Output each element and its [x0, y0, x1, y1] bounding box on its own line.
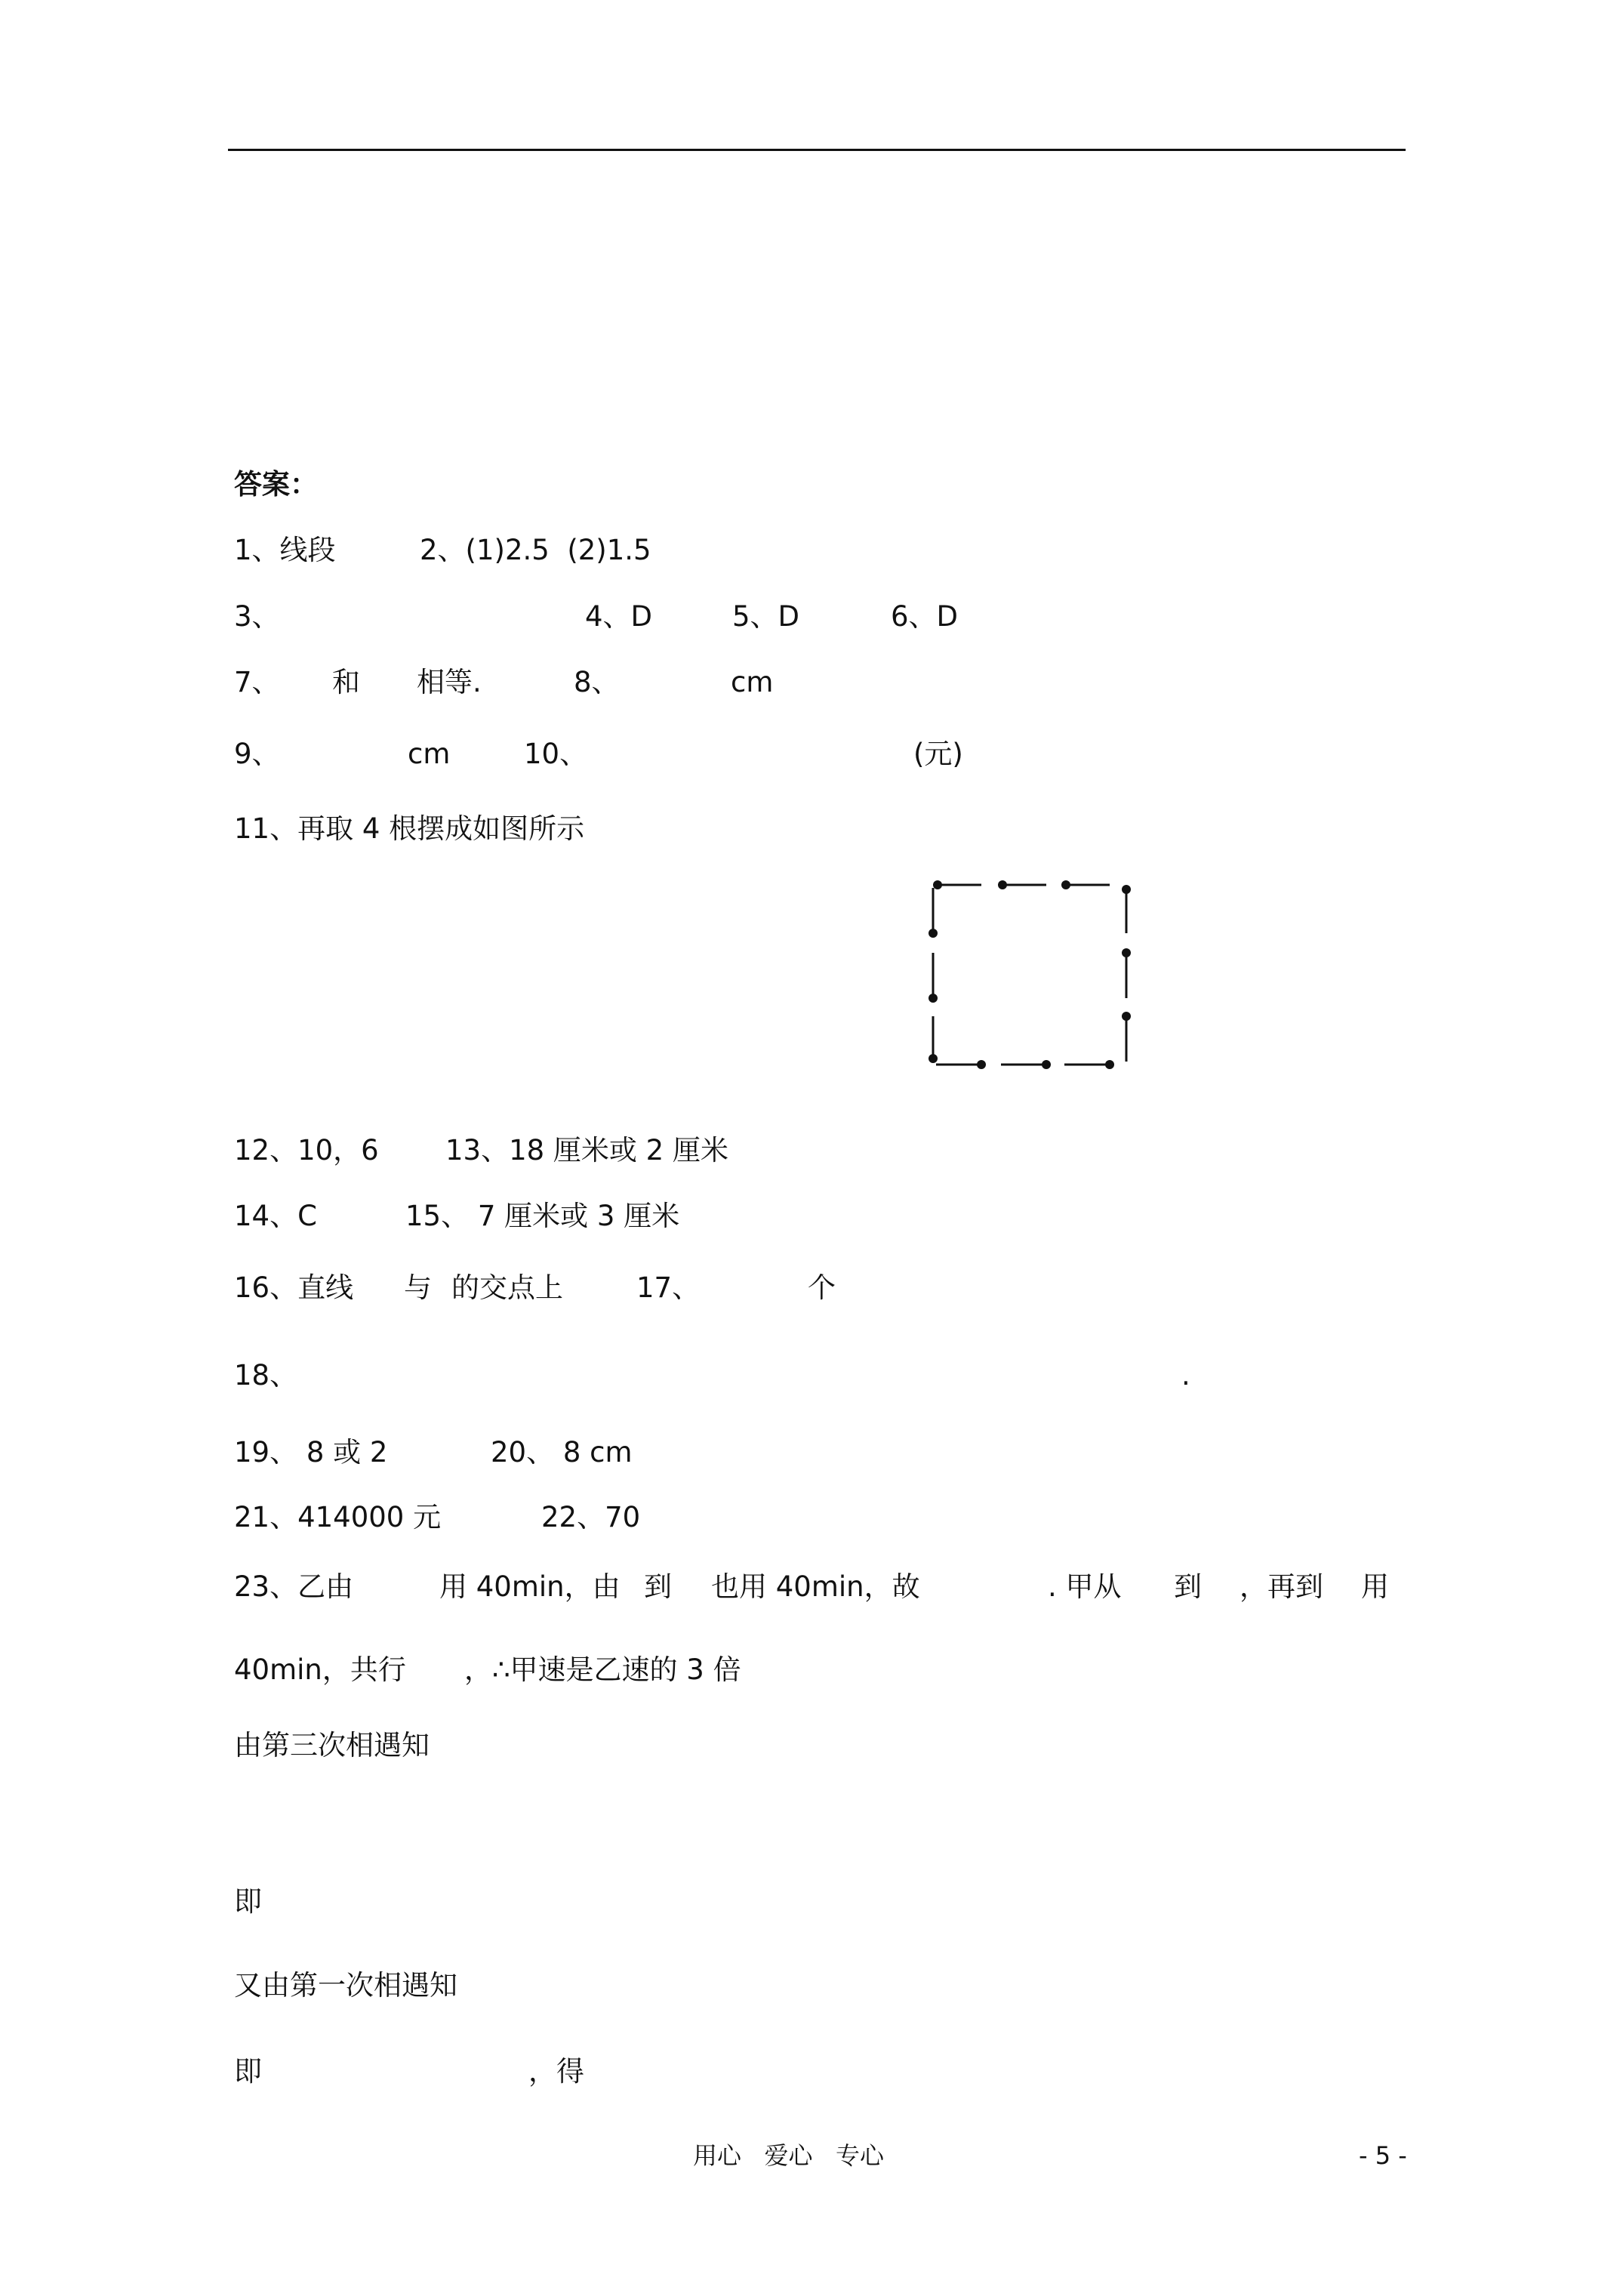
- answer-19: 19、 8 或 2: [234, 1436, 388, 1469]
- answer-23-c: 到: [644, 1570, 672, 1603]
- answer-23-e: . 甲从: [1048, 1570, 1122, 1603]
- answer-8-unit: cm: [731, 666, 774, 698]
- answer-9: 9、: [234, 738, 280, 770]
- answer-16-with: 与: [404, 1271, 432, 1304]
- answer-20: 20、 8 cm: [491, 1436, 633, 1469]
- answer-7-equal: 相等.: [417, 666, 482, 698]
- answer-23-a: 23、乙由: [234, 1570, 354, 1603]
- answer-3: 3、: [234, 600, 280, 633]
- footer-motto: 用心 爱心 专心: [693, 2141, 885, 2170]
- answer-14: 14、C: [234, 1200, 317, 1232]
- answer-10: 10、: [524, 738, 588, 770]
- answer-23-line2-b: ，∴甲速是乙速的 3 倍: [464, 1653, 741, 1686]
- answer-23-line3: 由第三次相遇知: [234, 1729, 430, 1761]
- answer-23-line5: 又由第一次相遇知: [234, 1969, 457, 2002]
- answer-23-g: ，再到: [1240, 1570, 1323, 1603]
- answer-23-line4: 即: [234, 1885, 262, 1918]
- answer-11: 11、再取 4 根摆成如图所示: [234, 812, 585, 845]
- answer-23-line2-a: 40min，共行: [234, 1653, 406, 1686]
- answer-7-and: 和: [332, 666, 360, 698]
- answer-17-unit: 个: [808, 1271, 836, 1304]
- answer-2: 2、(1)2.5 (2)1.5: [420, 534, 651, 566]
- header-rule: [228, 149, 1406, 151]
- answer-18: 18、: [234, 1359, 298, 1391]
- answer-heading: 答案：: [234, 468, 318, 501]
- answer-16: 16、直线: [234, 1271, 354, 1304]
- answer-1: 1、线段: [234, 534, 336, 566]
- answer-18-period: .: [1181, 1359, 1190, 1391]
- answer-12: 12、10，6: [234, 1134, 379, 1166]
- answer-23-line6-a: 即: [234, 2055, 262, 2088]
- answer-15: 15、 7 厘米或 3 厘米: [405, 1200, 680, 1232]
- answer-17: 17、: [636, 1271, 701, 1304]
- page-number: - 5 -: [1359, 2141, 1407, 2170]
- answer-23-b: 用 40min，由: [439, 1570, 621, 1603]
- answer-9-unit: cm: [408, 738, 451, 770]
- answer-8: 8、: [574, 666, 620, 698]
- answer-23-line6-b: ，得: [528, 2055, 584, 2088]
- answer-7: 7、: [234, 666, 280, 698]
- answer-13: 13、18 厘米或 2 厘米: [445, 1134, 728, 1166]
- answer-22: 22、70: [541, 1501, 641, 1533]
- answer-4: 4、D: [585, 600, 653, 633]
- matchstick-square-figure: [921, 868, 1140, 1080]
- answer-23-d: 也用 40min，故: [711, 1570, 920, 1603]
- answer-16-intersection: 的交点上: [451, 1271, 563, 1304]
- answer-21: 21、414000 元: [234, 1501, 442, 1533]
- answer-23-f: 到: [1174, 1570, 1202, 1603]
- answer-5: 5、D: [732, 600, 800, 633]
- answer-6: 6、D: [891, 600, 959, 633]
- answer-10-unit: (元): [913, 738, 963, 770]
- answer-23-h: 用: [1361, 1570, 1389, 1603]
